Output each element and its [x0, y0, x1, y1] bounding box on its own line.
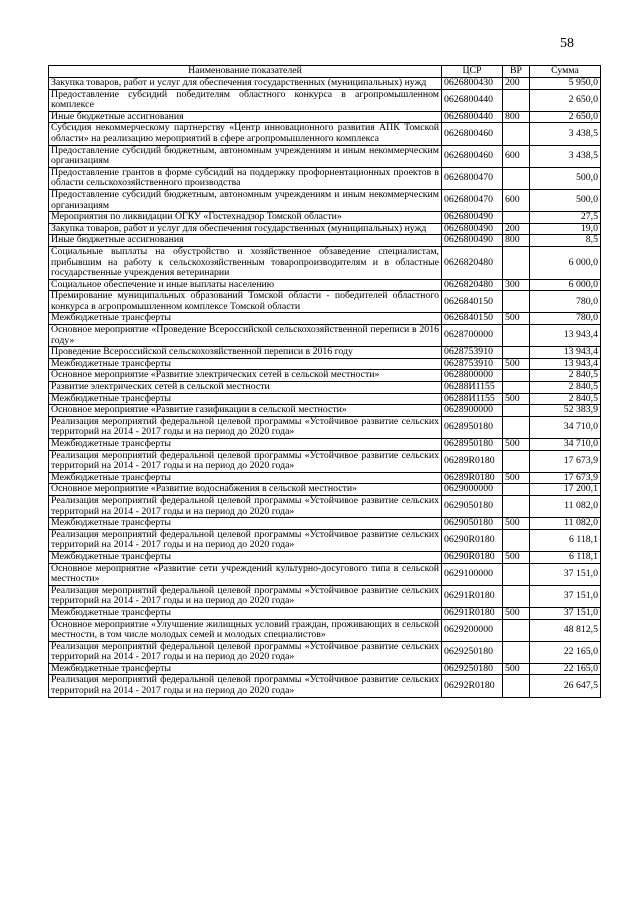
- cell-name: Межбюджетные трансферты: [49, 518, 442, 530]
- page-number: 58: [560, 36, 574, 51]
- cell-csr: 0628753910: [442, 358, 503, 370]
- table-row: [49, 619, 601, 641]
- cell-sum: 52 383,9: [530, 405, 601, 417]
- cell-name: Реализация мероприятий федеральной целевой программы «Устойчивое развитие сельских территорий на 2014 - 2017 годы и на период до 2020 года»: [49, 450, 442, 472]
- cell-name: Предоставление грантов в форме субсидий на поддержку профориентационных проектов в области сельскохозяйственного производства: [49, 167, 442, 189]
- cell-vr: [503, 123, 530, 145]
- table-row: [49, 89, 601, 111]
- cell-sum: 5 950,0: [530, 78, 601, 90]
- cell-vr: [503, 405, 530, 417]
- cell-sum: 34 710,0: [530, 439, 601, 451]
- table-row: [49, 279, 601, 291]
- cell-name: Межбюджетные трансферты: [49, 358, 442, 370]
- cell-csr: 06290R0180: [442, 529, 503, 551]
- cell-name: Реализация мероприятий федеральной целевой программы «Устойчивое развитие сельских территорий на 2014 - 2017 годы и на период до 2020 года»: [49, 675, 442, 697]
- table-row: [49, 495, 601, 517]
- table-row: [49, 235, 601, 247]
- cell-csr: 0626800490: [442, 223, 503, 235]
- cell-csr: 0626840150: [442, 291, 503, 313]
- cell-csr: 0626800470: [442, 189, 503, 211]
- table-row: [49, 675, 601, 697]
- cell-vr: [503, 675, 530, 697]
- cell-vr: 200: [503, 223, 530, 235]
- cell-sum: 13 943,4: [530, 358, 601, 370]
- cell-csr: 0626820480: [442, 279, 503, 291]
- table-row: [49, 641, 601, 663]
- cell-name: Предоставление субсидий победителям областного конкурса в агропромышленном комплексе: [49, 89, 442, 111]
- cell-name: Основное мероприятие «Развитие газификации в сельской местности»: [49, 405, 442, 417]
- cell-name: Реализация мероприятий федеральной целевой программы «Устойчивое развитие сельских территорий на 2014 - 2017 годы и на период до 2020 года»: [49, 529, 442, 551]
- table-row: [49, 78, 601, 90]
- table-row: [49, 358, 601, 370]
- table-row: [49, 313, 601, 325]
- cell-vr: [503, 619, 530, 641]
- cell-vr: 500: [503, 607, 530, 619]
- cell-sum: 3 438,5: [530, 123, 601, 145]
- cell-vr: [503, 416, 530, 438]
- cell-vr: [503, 495, 530, 517]
- cell-name: Социальное обеспечение и иные выплаты населению: [49, 279, 442, 291]
- cell-csr: 0628800000: [442, 370, 503, 382]
- cell-csr: 0626800460: [442, 145, 503, 167]
- cell-name: Межбюджетные трансферты: [49, 439, 442, 451]
- cell-vr: 600: [503, 189, 530, 211]
- cell-name: Межбюджетные трансферты: [49, 607, 442, 619]
- cell-csr: 0628900000: [442, 405, 503, 417]
- cell-vr: [503, 291, 530, 313]
- table-row: [49, 393, 601, 405]
- table-row: [49, 484, 601, 496]
- cell-sum: 6 000,0: [530, 246, 601, 279]
- cell-csr: 0628950180: [442, 439, 503, 451]
- cell-csr: 0626800470: [442, 167, 503, 189]
- table-body: [49, 78, 601, 698]
- cell-sum: 37 151,0: [530, 563, 601, 585]
- cell-sum: 6 000,0: [530, 279, 601, 291]
- cell-sum: 17 673,9: [530, 472, 601, 484]
- cell-name: Реализация мероприятий федеральной целевой программы «Устойчивое развитие сельских территорий на 2014 - 2017 годы и на период до 2020 года»: [49, 641, 442, 663]
- header-csr: ЦСР: [442, 66, 503, 78]
- cell-sum: 13 943,4: [530, 325, 601, 347]
- cell-name: Межбюджетные трансферты: [49, 472, 442, 484]
- table-row: [49, 450, 601, 472]
- table-row: [49, 189, 601, 211]
- table-row: [49, 123, 601, 145]
- cell-sum: 2 840,5: [530, 393, 601, 405]
- cell-sum: 6 118,1: [530, 529, 601, 551]
- cell-name: Субсидия некоммерческому партнерству «Центр инновационного развития АПК Томской области» на реализацию мероприятий в сфере агропромышленного комплекса: [49, 123, 442, 145]
- cell-sum: 2 650,0: [530, 111, 601, 123]
- cell-vr: [503, 167, 530, 189]
- cell-vr: 800: [503, 111, 530, 123]
- table-row: [49, 607, 601, 619]
- cell-sum: 780,0: [530, 313, 601, 325]
- cell-vr: [503, 585, 530, 607]
- cell-csr: 0629050180: [442, 495, 503, 517]
- cell-csr: 0629050180: [442, 518, 503, 530]
- cell-sum: 780,0: [530, 291, 601, 313]
- cell-vr: 300: [503, 279, 530, 291]
- cell-sum: 2 840,5: [530, 382, 601, 394]
- cell-csr: 0626800460: [442, 123, 503, 145]
- table-row: [49, 439, 601, 451]
- table-row: [49, 529, 601, 551]
- table-row: [49, 663, 601, 675]
- cell-name: Межбюджетные трансферты: [49, 551, 442, 563]
- cell-csr: 06289R0180: [442, 450, 503, 472]
- cell-csr: 0626800440: [442, 89, 503, 111]
- cell-name: Предоставление субсидий бюджетным, автономным учреждениям и иным некоммерческим организациям: [49, 189, 442, 211]
- cell-vr: 500: [503, 393, 530, 405]
- cell-sum: 2 840,5: [530, 370, 601, 382]
- cell-vr: 500: [503, 358, 530, 370]
- cell-sum: 22 165,0: [530, 641, 601, 663]
- table-row: [49, 291, 601, 313]
- table-row: [49, 347, 601, 359]
- cell-name: Закупка товаров, работ и услуг для обеспечения государственных (муниципальных) нужд: [49, 78, 442, 90]
- cell-name: Основное мероприятие «Развитие сети учреждений культурно-досугового типа в сельской местности»: [49, 563, 442, 585]
- table-row: [49, 416, 601, 438]
- cell-csr: 0629100000: [442, 563, 503, 585]
- cell-sum: 11 082,0: [530, 518, 601, 530]
- cell-vr: 500: [503, 313, 530, 325]
- header-vr: ВР: [503, 66, 530, 78]
- table-row: [49, 212, 601, 224]
- cell-vr: 500: [503, 472, 530, 484]
- cell-csr: 0629000000: [442, 484, 503, 496]
- cell-vr: [503, 212, 530, 224]
- cell-name: Межбюджетные трансферты: [49, 393, 442, 405]
- cell-name: Основное мероприятие «Проведение Всероссийской сельскохозяйственной переписи в 2016 году»: [49, 325, 442, 347]
- cell-sum: 3 438,5: [530, 145, 601, 167]
- cell-csr: 06291R0180: [442, 585, 503, 607]
- table-row: [49, 405, 601, 417]
- cell-name: Закупка товаров, работ и услуг для обеспечения государственных (муниципальных) нужд: [49, 223, 442, 235]
- cell-csr: 06291R0180: [442, 607, 503, 619]
- cell-csr: 0628700000: [442, 325, 503, 347]
- cell-vr: [503, 382, 530, 394]
- cell-sum: 500,0: [530, 167, 601, 189]
- cell-vr: [503, 89, 530, 111]
- cell-sum: 2 650,0: [530, 89, 601, 111]
- cell-sum: 8,5: [530, 235, 601, 247]
- cell-name: Иные бюджетные ассигнования: [49, 111, 442, 123]
- cell-vr: [503, 325, 530, 347]
- cell-sum: 37 151,0: [530, 607, 601, 619]
- cell-name: Предоставление субсидий бюджетным, автономным учреждениям и иным некоммерческим организациям: [49, 145, 442, 167]
- cell-csr: 06288И1155: [442, 382, 503, 394]
- cell-vr: 500: [503, 551, 530, 563]
- table-row: [49, 325, 601, 347]
- cell-csr: 0629200000: [442, 619, 503, 641]
- cell-csr: 0628753910: [442, 347, 503, 359]
- cell-name: Реализация мероприятий федеральной целевой программы «Устойчивое развитие сельских территорий на 2014 - 2017 годы и на период до 2020 года»: [49, 416, 442, 438]
- cell-sum: 26 647,5: [530, 675, 601, 697]
- cell-vr: 500: [503, 439, 530, 451]
- cell-name: Основное мероприятие «Развитие электрических сетей в сельской местности»: [49, 370, 442, 382]
- cell-name: Мероприятия по ликвидации ОГКУ «Гостехнадзор Томской области»: [49, 212, 442, 224]
- cell-name: Развитие электрических сетей в сельской местности: [49, 382, 442, 394]
- cell-vr: [503, 484, 530, 496]
- cell-vr: [503, 529, 530, 551]
- cell-csr: 0626800440: [442, 111, 503, 123]
- cell-sum: 11 082,0: [530, 495, 601, 517]
- table-row: [49, 563, 601, 585]
- cell-vr: [503, 450, 530, 472]
- table-row: [49, 518, 601, 530]
- cell-csr: 06290R0180: [442, 551, 503, 563]
- header-name: Наименование показателей: [49, 66, 442, 78]
- cell-vr: 500: [503, 518, 530, 530]
- cell-sum: 19,0: [530, 223, 601, 235]
- cell-vr: [503, 563, 530, 585]
- cell-vr: 600: [503, 145, 530, 167]
- cell-csr: 0626800490: [442, 212, 503, 224]
- cell-sum: 34 710,0: [530, 416, 601, 438]
- cell-name: Основное мероприятие «Развитие водоснабжения в сельской местности»: [49, 484, 442, 496]
- header-sum: Сумма: [530, 66, 601, 78]
- cell-vr: [503, 347, 530, 359]
- cell-csr: 06288И1155: [442, 393, 503, 405]
- cell-vr: [503, 246, 530, 279]
- cell-sum: 48 812,5: [530, 619, 601, 641]
- table-row: [49, 472, 601, 484]
- cell-csr: 06292R0180: [442, 675, 503, 697]
- cell-csr: 0629250180: [442, 641, 503, 663]
- cell-name: Социальные выплаты на обустройство и хозяйственное обзаведение специалистам, прибывшим на работу к сельскохозяйственным товаропроизводителям и в областные государственные учреждения ветеринарии: [49, 246, 442, 279]
- cell-csr: 0626800430: [442, 78, 503, 90]
- table-row: [49, 145, 601, 167]
- table-row: [49, 111, 601, 123]
- cell-name: Реализация мероприятий федеральной целевой программы «Устойчивое развитие сельских территорий на 2014 - 2017 годы и на период до 2020 года»: [49, 495, 442, 517]
- cell-sum: 13 943,4: [530, 347, 601, 359]
- cell-name: Премирование муниципальных образований Томской области - победителей областного конкурса в агропромышленном комплексе Томской области: [49, 291, 442, 313]
- cell-vr: 500: [503, 663, 530, 675]
- cell-csr: 0626820480: [442, 246, 503, 279]
- table-row: [49, 246, 601, 279]
- cell-csr: 06289R0180: [442, 472, 503, 484]
- table-row: [49, 585, 601, 607]
- cell-name: Иные бюджетные ассигнования: [49, 235, 442, 247]
- table-row: [49, 382, 601, 394]
- cell-csr: 0628950180: [442, 416, 503, 438]
- cell-sum: 37 151,0: [530, 585, 601, 607]
- cell-name: Межбюджетные трансферты: [49, 313, 442, 325]
- budget-table: [48, 65, 601, 698]
- table-header-row: [49, 66, 601, 78]
- cell-vr: [503, 641, 530, 663]
- cell-name: Реализация мероприятий федеральной целевой программы «Устойчивое развитие сельских территорий на 2014 - 2017 годы и на период до 2020 года»: [49, 585, 442, 607]
- cell-sum: 17 200,1: [530, 484, 601, 496]
- cell-name: Межбюджетные трансферты: [49, 663, 442, 675]
- table-row: [49, 167, 601, 189]
- table-row: [49, 223, 601, 235]
- cell-sum: 17 673,9: [530, 450, 601, 472]
- cell-csr: 0626840150: [442, 313, 503, 325]
- cell-name: Проведение Всероссийской сельскохозяйственной переписи в 2016 году: [49, 347, 442, 359]
- cell-sum: 6 118,1: [530, 551, 601, 563]
- table-row: [49, 551, 601, 563]
- cell-vr: 800: [503, 235, 530, 247]
- cell-vr: [503, 370, 530, 382]
- cell-name: Основное мероприятие «Улучшение жилищных условий граждан, проживающих в сельской местности, в том числе молодых семей и молодых специалистов»: [49, 619, 442, 641]
- cell-csr: 0626800490: [442, 235, 503, 247]
- cell-sum: 500,0: [530, 189, 601, 211]
- table-row: [49, 370, 601, 382]
- cell-vr: 200: [503, 78, 530, 90]
- cell-sum: 27,5: [530, 212, 601, 224]
- cell-sum: 22 165,0: [530, 663, 601, 675]
- cell-csr: 0629250180: [442, 663, 503, 675]
